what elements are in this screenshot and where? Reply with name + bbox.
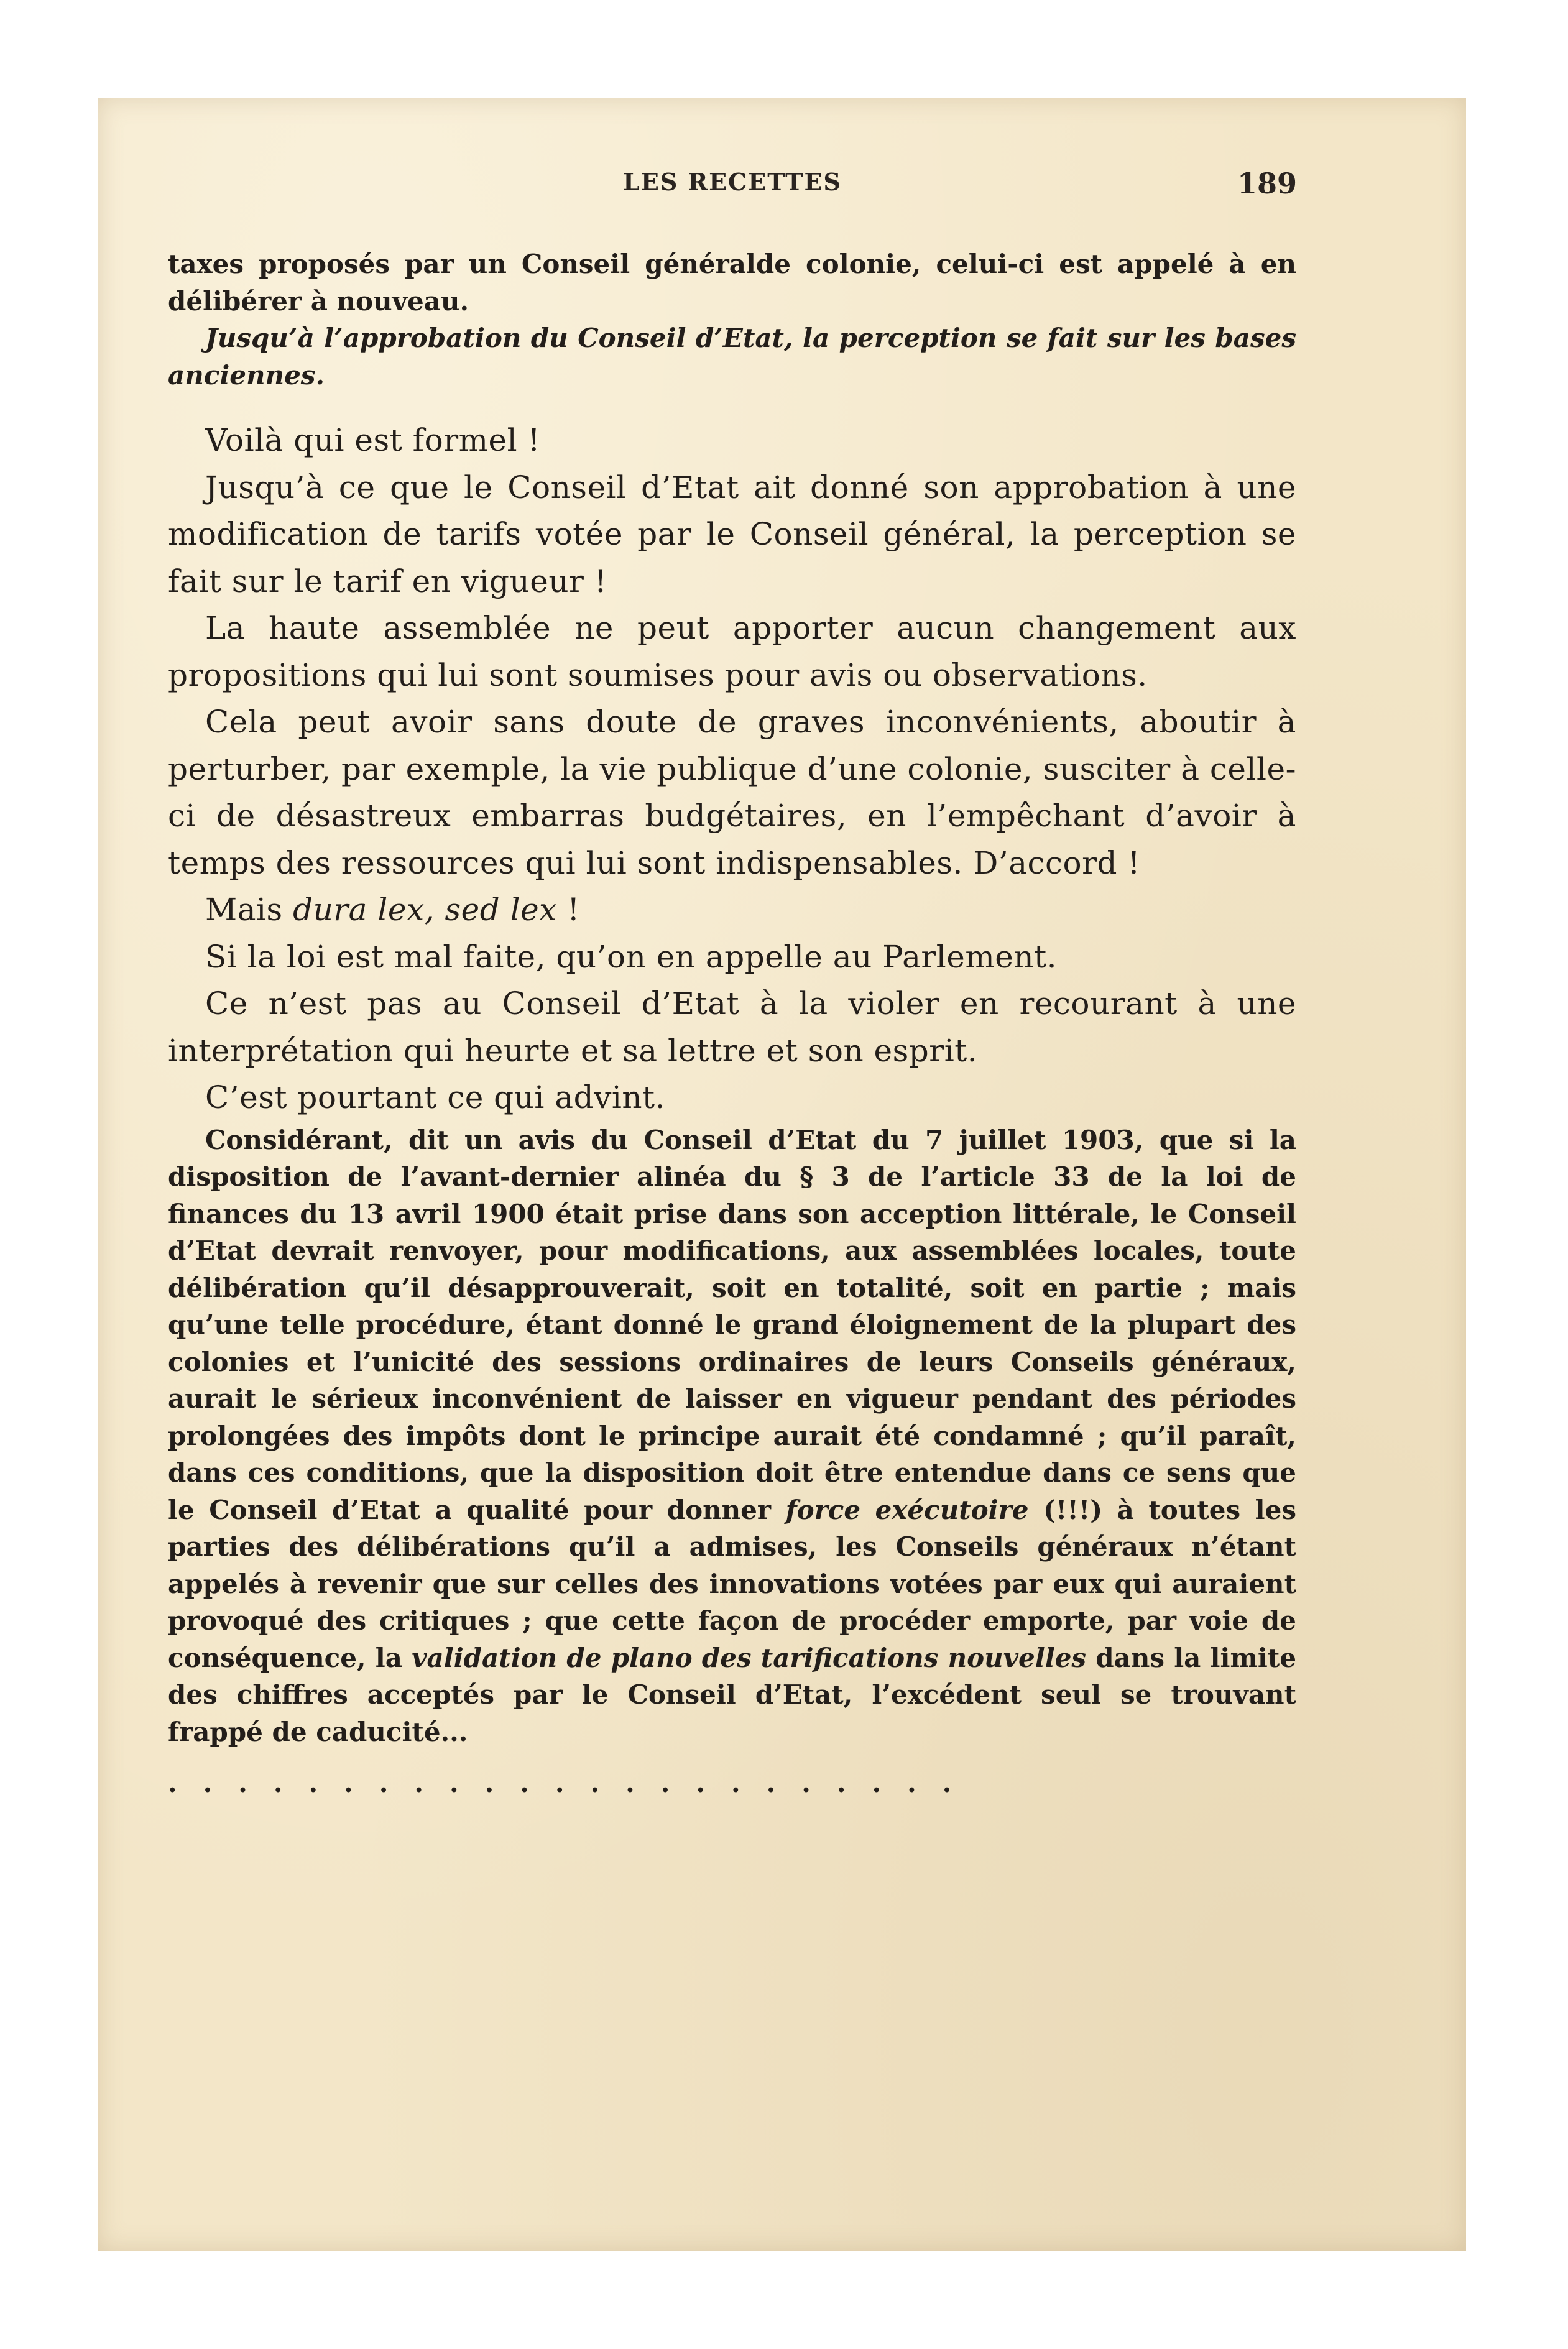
paragraph: Ce n’est pas au Conseil d’Etat à la violer en recourant à une interprétation qui heurte et sa lettre et son esprit. bbox=[168, 985, 1296, 1069]
text-run: (!!!) à toutes les parties des délibérations qu’il a admises, les Conseils généraux n’étant appelés à revenir que sur celles des innovations votées par eux qui auraient provoqué des critiques ; que cette façon de procéder emporte, par voie de conséquence, la bbox=[168, 1494, 1296, 1673]
text-run: dans la limite des chiffres acceptés par le Conseil d’Etat, l’excédent seul se trouvant frappé de caducité... bbox=[168, 1642, 1296, 1747]
page-header bbox=[168, 168, 1297, 205]
paragraph bbox=[168, 887, 1296, 934]
paragraph: Si la loi est mal faite, qu’on en appelle au Parlement. bbox=[205, 938, 1058, 975]
page-body bbox=[168, 246, 1296, 1798]
text-run: ! bbox=[556, 892, 580, 928]
page-number: 189 bbox=[1237, 167, 1297, 200]
paragraph: La haute assemblée ne peut apporter aucun changement aux propositions qui lui sont soumises pour avis ou observations. bbox=[168, 610, 1296, 693]
emphasis: validation de plano des tarifications nouvelles bbox=[412, 1642, 1087, 1673]
paragraph: Cela peut avoir sans doute de graves inconvénients, aboutir à perturber, par exemple, la vie publique d’une colonie, susciter à celle-ci de désastreux embarras budgétaires, en l’empêchant d’avoir à temps des ressources qui lui sont indispensables. D’accord ! bbox=[168, 704, 1296, 881]
paragraph: C’est pourtant ce qui advint. bbox=[205, 1079, 666, 1115]
paragraph-italic-rule: Jusqu’à l’approbation du Conseil d’Etat, la perception se fait sur les bases anciennes. bbox=[168, 323, 1296, 390]
ellipsis-row: ....................... bbox=[168, 1768, 978, 1798]
quoted-opinion bbox=[168, 1122, 1296, 1751]
running-head: LES RECETTES bbox=[623, 168, 842, 196]
emphasis: force exécutoire bbox=[785, 1494, 1029, 1525]
text-run: Mais bbox=[205, 892, 293, 928]
latin-phrase: dura lex, sed lex bbox=[293, 892, 557, 928]
text-run: Considérant, dit un avis du Conseil d’Etat du 7 juillet 1903, que si la disposition de l’avant-dernier alinéa du § 3 de l’article 33 de la loi de finances du 13 avril 1900 était prise dans son acception littérale, le Conseil d’Etat devrait renvoyer, pour modifications, aux assemblées locales, toute délibération qu’il désapprouverait, soit en totalité, soit en partie ; mais qu’une telle procédure, étant donné le grand éloignement de la plupart des colonies et l’unicité des sessions ordinaires de leurs Conseils généraux, aurait le sérieux inconvénient de laisser en vigueur pendant des périodes prolongées des impôts dont le principe aurait été condamné ; qu’il paraît, dans ces conditions, que la disposition doit être entendue dans ce sens que le Conseil d’Etat a qualité pour donner bbox=[168, 1124, 1296, 1525]
paragraph: Jusqu’à ce que le Conseil d’Etat ait donné son approbation à une modification de tarifs votée par le Conseil général, la perception se fait sur le tarif en vigueur ! bbox=[168, 469, 1296, 599]
paragraph: Voilà qui est formel ! bbox=[205, 422, 541, 458]
paragraph-continuation: taxes proposés par un Conseil généralde colonie, celui-ci est appelé à en délibérer à nouveau. bbox=[168, 249, 1296, 316]
